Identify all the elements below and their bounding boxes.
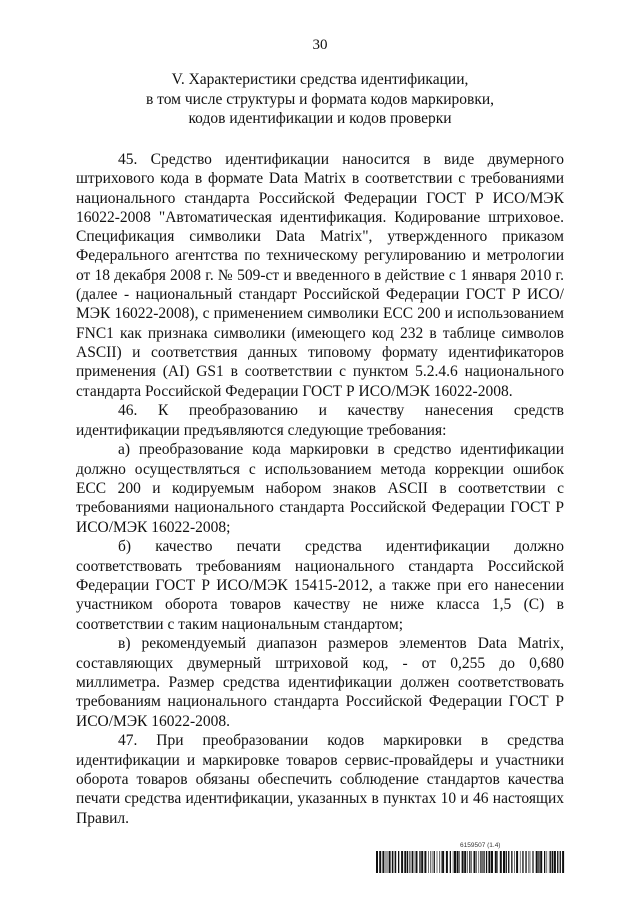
barcode-bar bbox=[414, 851, 415, 873]
barcode-bar bbox=[474, 851, 476, 873]
barcode-bar bbox=[439, 851, 440, 873]
barcode-bar bbox=[529, 851, 530, 873]
paragraph-46: 46. К преобразованию и качеству нанесения средств идентификации предъявляются следующие требования: bbox=[76, 402, 564, 439]
paragraph-46-a: а) преобразование кода маркировки в средство идентификации должно осуществляться с использованием метода коррекции ошибок ЕСС 200 и кодируемым набором знаков ASCII в соответствии с требованиями национального стандарта Российской Федерации ГОСТ Р ИСО/МЭК 16022-2008; bbox=[76, 441, 564, 536]
barcode-bar bbox=[416, 851, 418, 873]
page-number: 30 bbox=[312, 37, 328, 53]
barcode-bar bbox=[550, 851, 551, 873]
barcode-bar bbox=[540, 851, 542, 873]
barcode-bar bbox=[389, 851, 391, 873]
barcode-bar bbox=[508, 851, 509, 873]
barcode-bar bbox=[454, 851, 456, 873]
barcode-bar bbox=[536, 851, 538, 873]
paragraph-45: 45. Средство идентификации наносится в виде двумерного штрихового кода в формате Data Matrix в соответствии с требованиями национального стандарта Российской Федерации ГОСТ Р ИСО/МЭК 16022-2008 "Автоматическая идентификация. Кодирование штриховое. Спецификация символики Data Matrix", утвержденного приказом Федерального агентства по техническому регулированию и метрологии от 18 декабря 2008 г. № 509-ст и введенного в действие с 1 января 2010 г. (далее - национальный стандарт Российской Федерации ГОСТ Р ИСО/МЭК 16022-2008), с применением символики ЕСС 200 и использованием FNC1 как признака символики (имеющего код 232 в таблице символов ASCII) и соответствия данных типовому формату идентификаторов применения (AI) GS1 в соответствии с пунктом 5.2.4.6 национального стандарта Российской Федерации ГОСТ Р ИСО/МЭК 16022-2008. bbox=[76, 151, 564, 400]
barcode-bar bbox=[462, 851, 464, 873]
barcode-bar bbox=[479, 851, 480, 873]
barcode-bar bbox=[522, 851, 523, 873]
barcode-bar bbox=[437, 851, 438, 873]
barcode-bar bbox=[395, 851, 396, 873]
barcode-bar bbox=[387, 851, 388, 873]
barcode-bar bbox=[511, 851, 512, 873]
barcode-bar bbox=[557, 851, 558, 873]
barcode-bar bbox=[386, 851, 387, 873]
barcode-bar bbox=[442, 851, 444, 873]
barcode-bar bbox=[486, 851, 487, 873]
barcode-bar bbox=[560, 851, 561, 873]
barcode-bar bbox=[450, 851, 451, 873]
barcode-bar bbox=[530, 851, 531, 873]
barcode-bar bbox=[532, 851, 533, 873]
barcode-bar bbox=[459, 851, 460, 873]
barcode-bar bbox=[482, 851, 483, 873]
barcode-bar bbox=[394, 851, 395, 873]
barcode-bar bbox=[488, 851, 490, 873]
barcode-bar bbox=[407, 851, 408, 873]
document-body bbox=[76, 150, 564, 828]
barcode-bar bbox=[549, 851, 550, 873]
paragraph-46-b: б) качество печати средства идентификации должно соответствовать требованиям национального стандарта Российской Федерации ГОСТ Р ИСО/МЭК 15415-2012, а также при его нанесении участником оборота товаров качеству не ниже класса 1,5 (С) в соответствии с таким национальным стандартом; bbox=[76, 538, 564, 633]
barcode-bar bbox=[514, 851, 515, 873]
paragraph-47: 47. При преобразовании кодов маркировки в средства идентификации и маркировке товаров сервис-провайдеры и участники оборота товаров обязаны обеспечить соблюдение стандартов качества печати средства идентификации, указанных в пунктах 10 и 46 настоящих Правил. bbox=[76, 732, 564, 827]
barcode-bar bbox=[476, 851, 477, 873]
paragraph-46-c: в) рекомендуемый диапазон размеров элементов Data Matrix, составляющих двумерный штриховой код, - от 0,255 до 0,680 миллиметра. Размер средства идентификации должен соответствовать требованиям национального стандарта Российской Федерации ГОСТ Р ИСО/МЭК 16022-2008. bbox=[76, 635, 564, 730]
barcode bbox=[376, 851, 566, 873]
barcode-bar bbox=[441, 851, 442, 873]
barcode-bar bbox=[480, 851, 481, 873]
barcode-bar bbox=[552, 851, 553, 873]
barcode-bar bbox=[453, 851, 454, 873]
barcode-bar bbox=[495, 851, 497, 873]
barcode-bar bbox=[432, 851, 433, 873]
barcode-bar bbox=[419, 851, 420, 873]
barcode-bar bbox=[446, 851, 448, 873]
barcode-bar bbox=[516, 851, 518, 873]
barcode-bar bbox=[469, 851, 470, 873]
barcode-bar bbox=[562, 851, 564, 873]
barcode-bar bbox=[409, 851, 410, 873]
barcode-bar bbox=[376, 851, 378, 873]
barcode-bar bbox=[382, 851, 384, 873]
barcode-bar bbox=[497, 851, 498, 873]
section-title-line: кодов идентификации и кодов проверки bbox=[188, 110, 452, 127]
barcode-bar bbox=[467, 851, 468, 873]
section-title bbox=[60, 70, 580, 129]
barcode-bar bbox=[500, 851, 502, 873]
barcode-bar bbox=[398, 851, 399, 873]
barcode-bar bbox=[428, 851, 429, 873]
barcode-bar bbox=[503, 851, 505, 873]
barcode-bar bbox=[401, 851, 403, 873]
barcode-bar bbox=[430, 851, 431, 873]
barcode-bar bbox=[392, 851, 393, 873]
barcode-bar bbox=[434, 851, 435, 873]
barcode-bar bbox=[471, 851, 472, 873]
barcode-bar bbox=[457, 851, 459, 873]
document-code: 6159507 (1.4) bbox=[460, 842, 501, 849]
barcode-bar bbox=[520, 851, 521, 873]
section-title-line: V. Характеристики средства идентификации, bbox=[171, 71, 469, 88]
barcode-bar bbox=[554, 851, 556, 873]
barcode-bar bbox=[533, 851, 534, 873]
barcode-bar bbox=[424, 851, 426, 873]
barcode-bar bbox=[379, 851, 381, 873]
barcode-bar bbox=[411, 851, 412, 873]
barcode-bar bbox=[491, 851, 493, 873]
barcode-bar bbox=[464, 851, 466, 873]
barcode-bar bbox=[506, 851, 507, 873]
barcode-bar bbox=[538, 851, 539, 873]
barcode-bar bbox=[525, 851, 526, 873]
barcode-bar bbox=[412, 851, 413, 873]
barcode-bar bbox=[483, 851, 484, 873]
barcode-bar bbox=[421, 851, 423, 873]
barcode-bar bbox=[404, 851, 406, 873]
section-title-line: в том числе структуры и формата кодов маркировки, bbox=[145, 90, 495, 108]
barcode-bar bbox=[547, 851, 548, 873]
barcode-bar bbox=[544, 851, 545, 873]
